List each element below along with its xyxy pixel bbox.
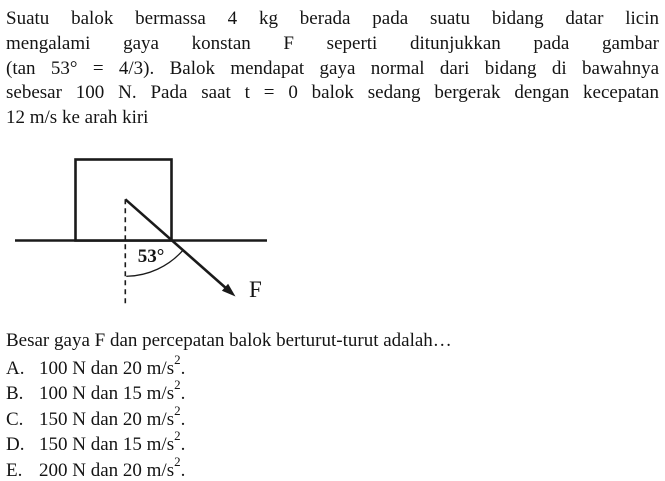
paragraph-line: 12 m/s ke arah kiri: [6, 107, 149, 129]
option-text: [39, 402, 186, 433]
option-text: [39, 428, 186, 458]
force-diagram: [15, 150, 307, 318]
option-superscript: 2: [174, 453, 181, 469]
option-period: .: [180, 459, 186, 481]
option-row: [6, 377, 659, 407]
answer-options: [6, 351, 659, 481]
option-row: [6, 351, 659, 382]
force-label: F: [249, 276, 262, 302]
option-text: [39, 453, 186, 481]
option-value: 200 N dan 20 m/s: [39, 459, 175, 481]
angle-label: 53°: [137, 245, 165, 267]
option-period: .: [180, 408, 186, 430]
option-letter: E.: [6, 459, 23, 481]
option-value: 150 N dan 15 m/s: [39, 434, 175, 456]
option-period: .: [180, 434, 186, 456]
option-superscript: 2: [174, 351, 181, 367]
option-row: [6, 428, 659, 458]
paragraph-line: mengalami gaya konstan F seperti ditunjukkan pada gambar: [6, 32, 659, 54]
option-row: [6, 402, 659, 433]
paragraph-line: sebesar 100 N. Pada saat t = 0 balok sedang bergerak dengan kecepatan: [6, 82, 659, 104]
option-letter: D.: [6, 434, 25, 456]
option-superscript: 2: [174, 402, 181, 418]
option-value: 150 N dan 20 m/s: [39, 408, 175, 430]
option-superscript: 2: [174, 377, 181, 393]
option-letter: A.: [6, 357, 25, 379]
option-value: 100 N dan 15 m/s: [39, 383, 175, 405]
option-letter: C.: [6, 408, 24, 430]
option-text: [39, 377, 186, 407]
option-row: [6, 453, 659, 481]
paragraph-line: (tan 53° = 4/3). Balok mendapat gaya normal dari bidang di bawahnya: [6, 57, 659, 79]
option-period: .: [180, 357, 186, 379]
option-letter: B.: [6, 383, 24, 405]
problem-statement: [6, 7, 659, 131]
question-text: Besar gaya F dan percepatan balok berturut-turut adalah…: [6, 329, 452, 351]
option-superscript: 2: [174, 428, 181, 444]
option-value: 100 N dan 20 m/s: [39, 357, 175, 379]
paragraph-line: Suatu balok bermassa 4 kg berada pada suatu bidang datar licin: [6, 8, 659, 29]
option-text: [39, 351, 186, 382]
option-period: .: [180, 383, 186, 405]
force-arrow: [125, 199, 229, 290]
